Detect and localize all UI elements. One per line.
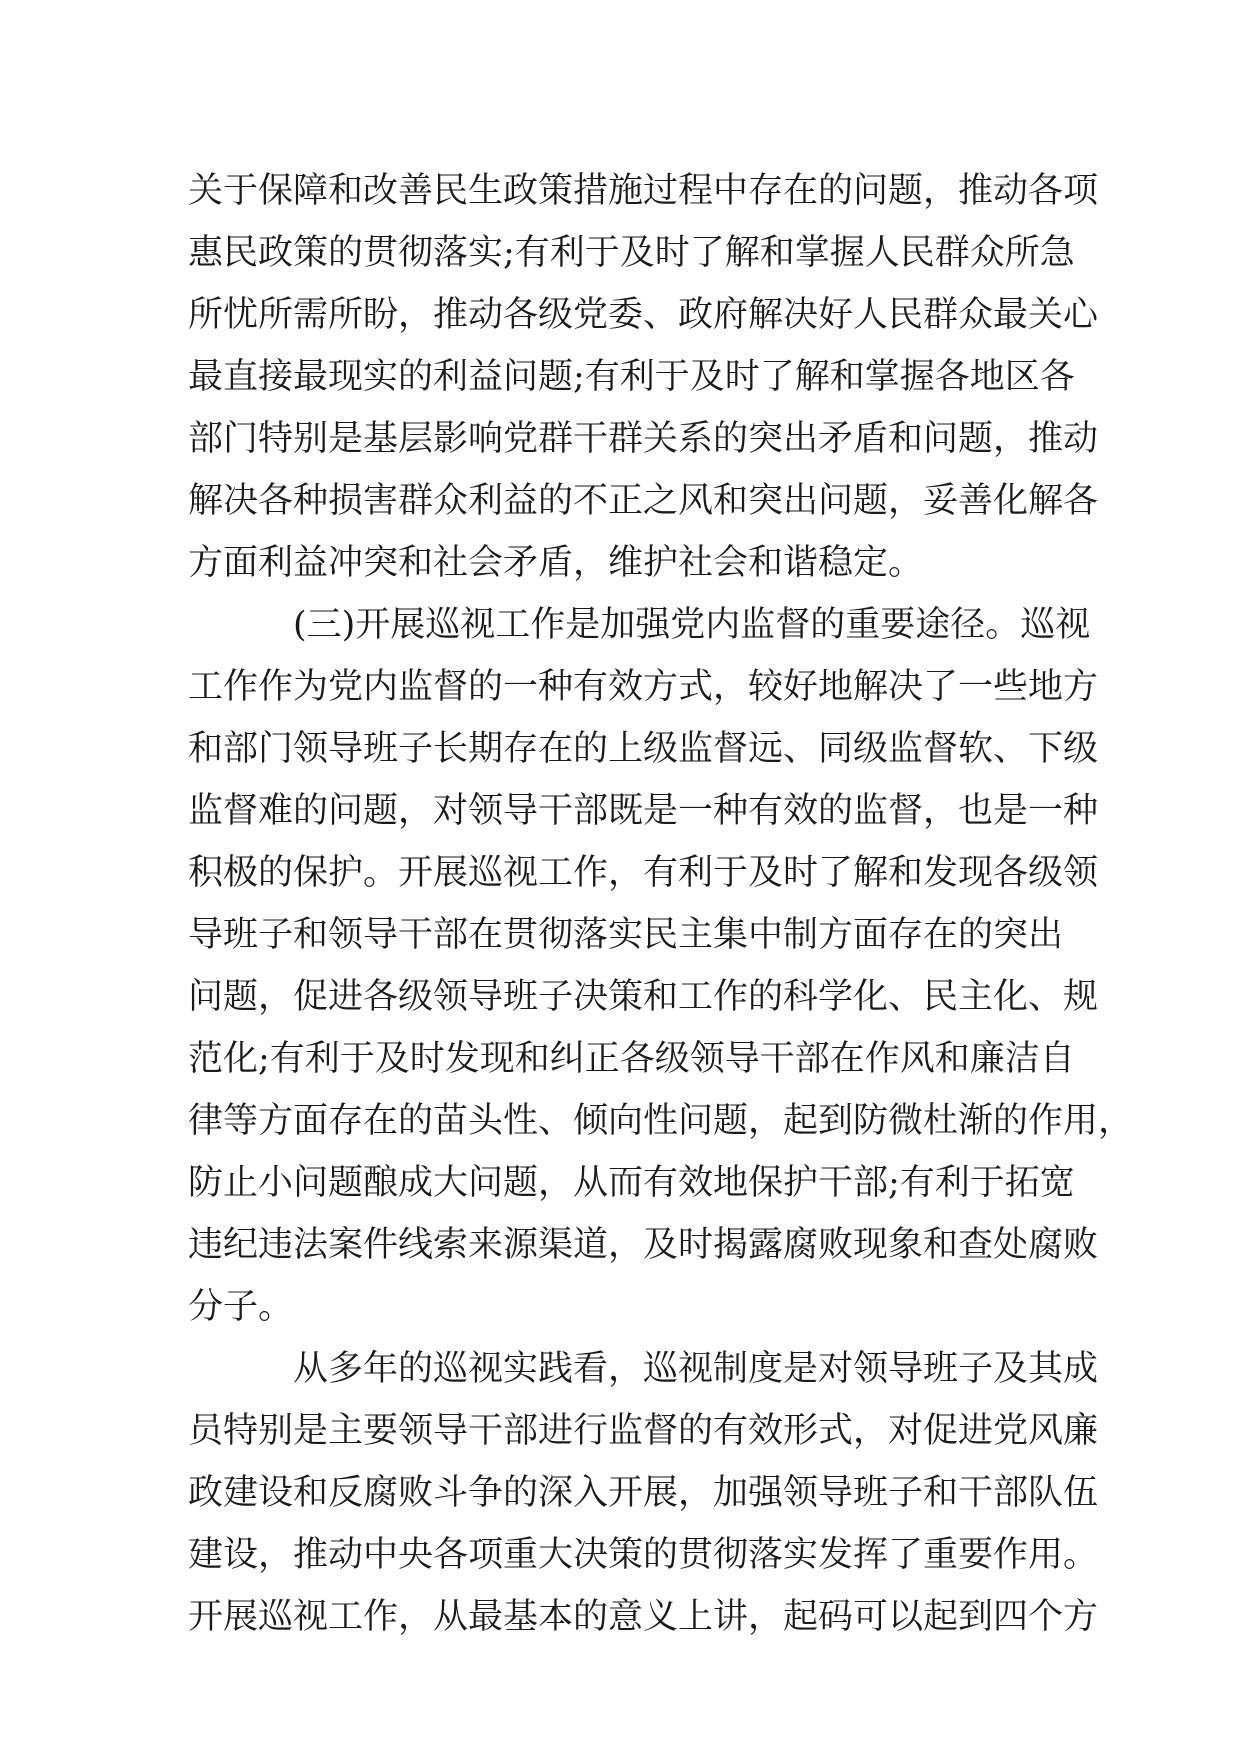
text-line: 惠民政策的贯彻落实;有利于及时了解和掌握人民群众所急 (188, 233, 1075, 273)
text-line: 防止小问题酿成大问题，从而有效地保护干部;有利于拓宽 (188, 1163, 1075, 1203)
text-line: 分子。 (188, 1287, 294, 1327)
text-line: 违纪违法案件线索来源渠道，及时揭露腐败现象和查处腐败 (188, 1225, 1099, 1265)
text-line: 员特别是主要领导干部进行监督的有效形式，对促进党风廉 (188, 1411, 1099, 1451)
text-line: 问题，促进各级领导班子决策和工作的科学化、民主化、规 (188, 977, 1099, 1017)
text-line: 部门特别是基层影响党群干群关系的突出矛盾和问题，推动 (188, 419, 1099, 459)
text-line: 最直接最现实的利益问题;有利于及时了解和掌握各地区各 (188, 357, 1075, 397)
text-line: 工作作为党内监督的一种有效方式，较好地解决了一些地方 (188, 667, 1099, 707)
text-line: 积极的保护。开展巡视工作，有利于及时了解和发现各级领 (188, 853, 1099, 893)
text-line: 导班子和领导干部在贯彻落实民主集中制方面存在的突出 (188, 915, 1064, 955)
text-line: 律等方面存在的苗头性、倾向性问题，起到防微杜渐的作用， (188, 1101, 1134, 1141)
text-line: 关于保障和改善民生政策措施过程中存在的问题，推动各项 (188, 171, 1099, 211)
text-line: 建设，推动中央各项重大决策的贯彻落实发挥了重要作用。 (188, 1535, 1099, 1575)
text-line: 所忧所需所盼，推动各级党委、政府解决好人民群众最关心 (188, 295, 1099, 335)
text-line: 和部门领导班子长期存在的上级监督远、同级监督软、下级 (188, 729, 1099, 769)
text-line: 方面利益冲突和社会矛盾，维护社会和谐稳定。 (188, 543, 924, 583)
paragraph-2 (188, 594, 1134, 1338)
text-line: 从多年的巡视实践看，巡视制度是对领导班子及其成 (293, 1349, 1099, 1389)
paragraph-3 (188, 1338, 1099, 1648)
text-line: 监督难的问题，对领导干部既是一种有效的监督，也是一种 (188, 791, 1099, 831)
text-line: (三)开展巡视工作是加强党内监督的重要途径。巡视 (293, 605, 1091, 645)
document-body (188, 160, 1134, 1648)
text-line: 政建设和反腐败斗争的深入开展，加强领导班子和干部队伍 (188, 1473, 1099, 1513)
text-line: 开展巡视工作，从最基本的意义上讲，起码可以起到四个方 (188, 1597, 1099, 1637)
text-line: 解决各种损害群众利益的不正之风和突出问题，妥善化解各 (188, 481, 1099, 521)
paragraph-1 (188, 160, 1099, 594)
text-line: 范化;有利于及时发现和纠正各级领导干部在作风和廉洁自 (188, 1039, 1075, 1079)
